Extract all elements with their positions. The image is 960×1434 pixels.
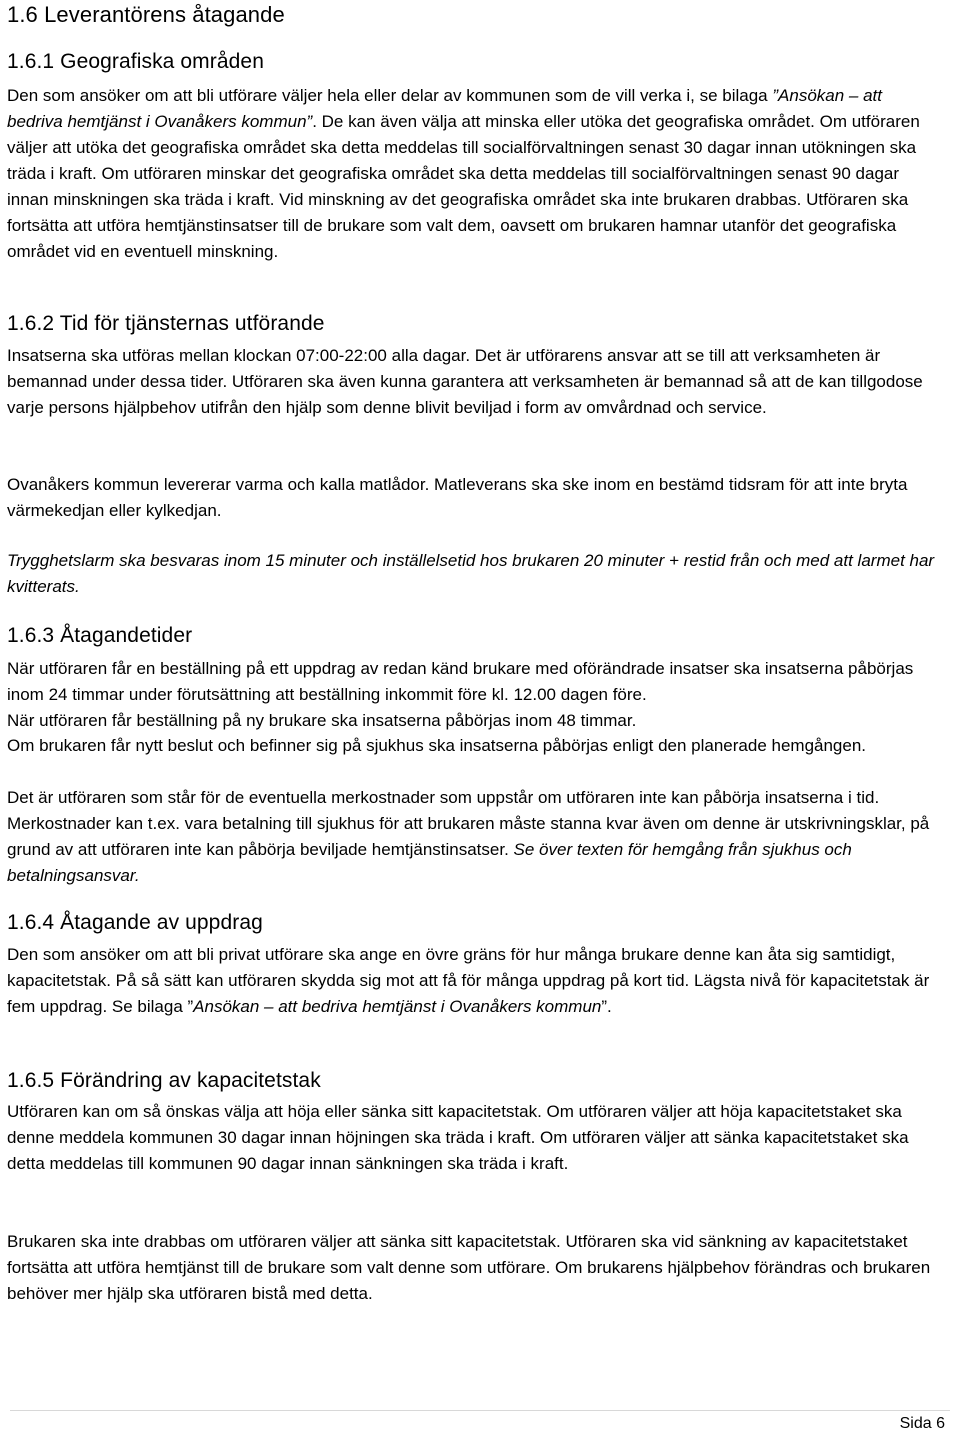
footer-divider: [10, 1410, 950, 1411]
text: Det är utföraren som står för de eventuella merkostnader som uppstår om utföraren inte kan påbörja insatserna i tid. Merkostnader kan t.ex. vara betalning till sjukhus för att brukaren måste stanna kvar även om denne är utskrivningsklar, på grund av att utföraren inte kan påbörja beviljade hemtjänstinsatser.: [7, 788, 930, 859]
text: . De kan även välja att minska eller utöka det geografiska området. Om utföraren väljer att utöka det geografiska området ska detta meddelas till socialförvaltningen senast 30 dagar innan utökningen ska träda i kraft. Om utföraren minskar det geografiska området ska detta meddelas till socialförvaltningen senast 90 dagar innan minskningen ska träda i kraft. Vid minskning av det geografiska området ska inte brukaren drabbas. Utföraren ska fortsätta att utföra hemtjänstinsatser till de brukare som valt dem, oavsett om brukaren hamnar utanför det geografiska området vid en eventuell minskning.: [7, 112, 920, 261]
paragraph-matlador: Ovanåkers kommun levererar varma och kalla matlådor. Matleverans ska ske inom en bestämd tidsram för att inte bryta värmekedjan eller kylkedjan.: [7, 475, 908, 520]
italic-text: Se över texten för hemgång från sjukhus och betalningsansvar.: [7, 840, 852, 885]
paragraph-geografiska-omraden: [7, 83, 942, 265]
italic-text: ”Ansökan – att bedriva hemtjänst i Ovanåkers kommun”: [7, 86, 882, 131]
page-number: Sida 6: [899, 1415, 945, 1432]
heading-forandring-kapacitetstak: 1.6.5 Förändring av kapacitetstak: [7, 1069, 321, 1092]
paragraph-trygghetslarm: Trygghetslarm ska besvaras inom 15 minuter och inställelsetid hos brukaren 20 minuter + restid från och med att larmet har kvitterats.: [7, 551, 935, 596]
heading-tid-for-tjanster: 1.6.2 Tid för tjänsternas utförande: [7, 312, 325, 335]
paragraph-tider: Insatserna ska utföras mellan klockan 07:00-22:00 alla dagar. Det är utförarens ansvar att se till att verksamheten är bemannad under dessa tider. Utföraren ska även kunna garantera att verksamheten är bemannad så att de kan tillgodose varje persons hjälpbehov utifrån den hjälp som denne blivit beviljad i form av omvårdnad och service.: [7, 346, 923, 417]
text: ”.: [601, 997, 612, 1016]
heading-geografiska-omraden: 1.6.1 Geografiska områden: [7, 50, 264, 73]
paragraph-merkostnader: [7, 785, 937, 889]
paragraph-kand-brukare: När utföraren får en beställning på ett uppdrag av redan känd brukare med oförändrade insatser ska insatserna påbörjas inom 24 timmar under förutsättning att beställning inkommit före kl. 12.00 dagen före.: [7, 659, 914, 704]
heading-atagandetider: 1.6.3 Åtagandetider: [7, 624, 193, 647]
italic-text: Ansökan – att bedriva hemtjänst i Ovanåkers kommun: [193, 997, 602, 1016]
paragraph-sjukhus: Om brukaren får nytt beslut och befinner sig på sjukhus ska insatserna påbörjas enligt den planerade hemgången.: [7, 736, 867, 755]
heading-atagande-av-uppdrag: 1.6.4 Åtagande av uppdrag: [7, 911, 263, 934]
text: Den som ansöker om att bli utförare väljer hela eller delar av kommunen som de vill verka i, se bilaga: [7, 86, 773, 105]
paragraph-brukaren-drabbas: Brukaren ska inte drabbas om utföraren väljer att sänka sitt kapacitetstak. Utföraren ska vid sänkning av kapacitetstaket fortsätta att utföra hemtjänst till de brukare som valt denne som utförare. Om brukarens hjälpbehov förändras och brukaren behöver mer hjälp ska utföraren bistå med detta.: [7, 1232, 931, 1303]
paragraph-kapacitetstak: [7, 942, 937, 1020]
section-title: 1.6 Leverantörens åtagande: [7, 2, 285, 27]
paragraph-ny-brukare: När utföraren får beställning på ny brukare ska insatserna påbörjas inom 48 timmar.: [7, 711, 637, 730]
text: Den som ansöker om att bli privat utförare ska ange en övre gräns för hur många brukare denne kan åta sig samtidigt, kapacitetstak. På så sätt kan utföraren skydda sig mot att få för många uppdrag på kort tid. Lägsta nivå för kapacitetstak är fem uppdrag. Se bilaga ”: [7, 945, 930, 1016]
paragraph-hoja-sanka: Utföraren kan om så önskas välja att höja eller sänka sitt kapacitetstak. Om utföraren väljer att höja kapacitetstaket ska denne meddela kommunen 30 dagar innan höjningen ska träda i kraft. Om utföraren väljer att sänka kapacitetstaket ska detta meddelas till kommunen 90 dagar innan sänkningen ska träda i kraft.: [7, 1102, 909, 1173]
